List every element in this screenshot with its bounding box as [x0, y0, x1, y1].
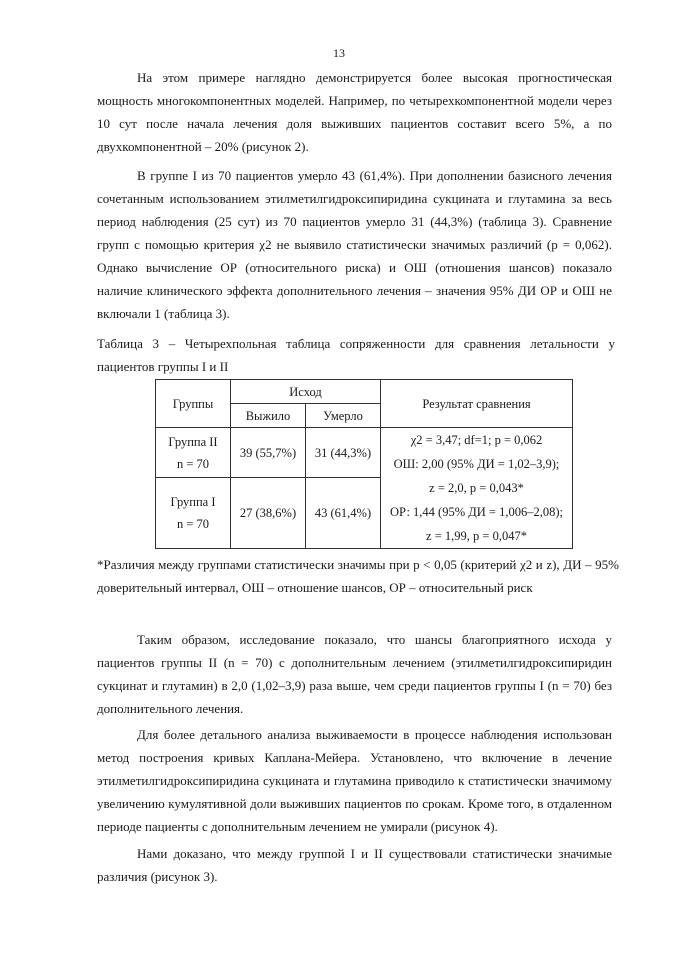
result-line: ОР: 1,44 (95% ДИ = 1,006–2,08); [390, 505, 563, 519]
paragraph-4: Для более детального анализа выживаемости в процессе наблюдения использован метод построения кривых Каплана-Мейера. Установлено, что включение в лечение этилметилгидроксипиридина сукцината и глутамина приводило к статистически значимому увеличению кумулятивной доли выживших пациентов по срокам. Кроме того, в отдаленном периоде пациенты с дополнительным лечением не умирали (рисунок 4). [97, 727, 612, 834]
group-n: n = 70 [176, 456, 210, 471]
table-header-result: Результат сравнения [381, 380, 573, 428]
page-number: 13 [333, 46, 345, 60]
paragraph-2: В группе I из 70 пациентов умерло 43 (61,4%). При дополнении базисного лечения сочетанным использованием этилметилгидроксипиридина сукцината и глутамина за весь период наблюдения (25 сут) из 70 пациентов умерло 31 (44,3%) (таблица 3). Сравнение групп с помощью критерия χ2 не выявило статистически значимых различий (р = 0,062). Однако вычисление ОР (относительного риска) и ОШ (отношения шансов) показало наличие клинического эффекта дополнительного лечения – значения 95% ДИ ОР и ОШ не включали 1 (таблица 3). [97, 168, 612, 321]
group-name: Группа II [168, 434, 218, 449]
table-caption: Таблица 3 – Четырехпольная таблица сопряженности для сравнения летальности у пациентов группы I и II [97, 336, 615, 374]
table-cell-group [156, 428, 231, 478]
group-name: Группа I [170, 495, 216, 510]
result-line: z = 1,99, p = 0,047* [426, 529, 527, 543]
table-cell-survived: 39 (55,7%) [231, 428, 306, 478]
group-n: n = 70 [176, 517, 210, 532]
contingency-table [155, 379, 573, 549]
table-cell-survived: 27 (38,6%) [231, 478, 306, 549]
result-line: χ2 = 3,47; df=1; p = 0,062 [410, 433, 543, 447]
table-cell-died: 43 (61,4%) [306, 478, 381, 549]
paragraph-1: На этом примере наглядно демонстрируется более высокая прогностическая мощность многокомпонентных моделей. Например, по четырехкомпонентной модели через 10 сут после начала лечения доля выживших пациентов составит всего 5%, а по двухкомпонентной – 20% (рисунок 2). [97, 70, 612, 154]
result-line: ОШ: 2,00 (95% ДИ = 1,02–3,9); [393, 457, 560, 471]
table-header-died: Умерло [306, 404, 381, 428]
table-cell-group [156, 478, 231, 549]
table-cell-died: 31 (44,3%) [306, 428, 381, 478]
table-header-survived: Выжило [231, 404, 306, 428]
paragraph-5: Нами доказано, что между группой I и II существовали статистически значимые различия (рисунок 3). [97, 846, 612, 884]
table-row [156, 428, 573, 478]
result-line: z = 2,0, p = 0,043* [429, 481, 524, 495]
table-cell-result [381, 428, 573, 549]
table-note: *Различия между группами статистически значимы при р < 0,05 (критерий χ2 и z), ДИ – 95% доверительный интервал, ОШ – отношение шансов, ОР – относительный риск [97, 557, 619, 595]
table-header-groups: Группы [156, 380, 231, 428]
paragraph-3: Таким образом, исследование показало, что шансы благоприятного исхода у пациентов группы II (n = 70) с дополнительным лечением (этилметилгидроксипиридин сукцинат и глутамин) в 2,0 (1,02–3,9) раза выше, чем среди пациентов группы I (n = 70) без дополнительного лечения. [97, 632, 612, 716]
table-header-outcome: Исход [231, 380, 381, 404]
